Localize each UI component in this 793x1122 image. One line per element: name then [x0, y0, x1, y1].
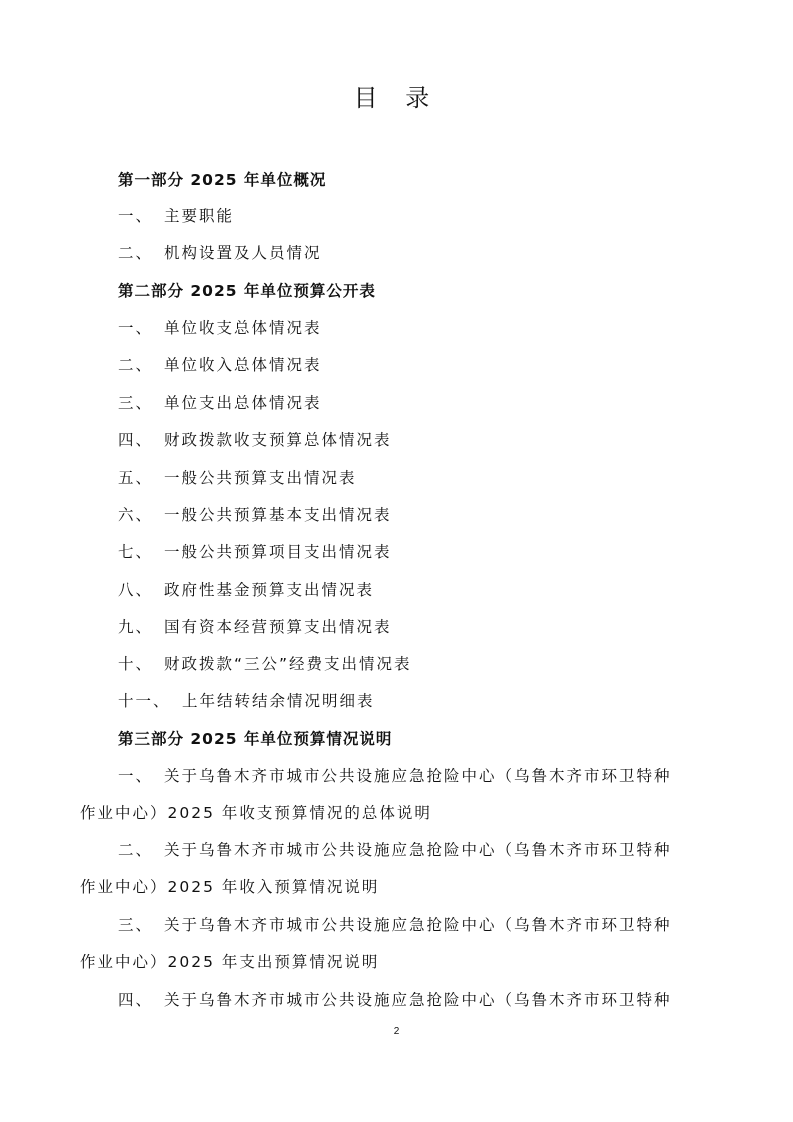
part3-heading: 第三部分 2025 年单位预算情况说明 — [118, 730, 393, 748]
toc-item-text: 单位收支总体情况表 — [164, 319, 322, 337]
toc-item-part2-7[interactable] — [118, 540, 392, 564]
toc-item-part2-6[interactable] — [118, 503, 392, 527]
toc-item-part2-9[interactable] — [118, 615, 392, 639]
toc-item-number: 十一、 — [118, 692, 171, 710]
toc-item-part2-5[interactable] — [118, 466, 357, 490]
toc-item-part3-3-continuation[interactable]: 作业中心）2025 年支出预算情况说明 — [80, 953, 380, 971]
page-number: 2 — [393, 1026, 400, 1037]
toc-item-part3-2[interactable] — [118, 838, 672, 862]
toc-item-part3-2-continuation[interactable]: 作业中心）2025 年收入预算情况说明 — [80, 878, 380, 896]
toc-item-part2-4[interactable] — [118, 428, 392, 452]
toc-item-part2-1[interactable] — [118, 316, 322, 340]
toc-item-number: 二、 — [118, 244, 154, 262]
toc-item-part2-3[interactable] — [118, 391, 322, 415]
toc-item-text: 上年结转结余情况明细表 — [182, 692, 375, 710]
toc-item-number: 四、 — [118, 431, 154, 449]
toc-item-number: 三、 — [118, 916, 154, 934]
toc-item-text: 机构设置及人员情况 — [164, 244, 322, 262]
toc-item-part1-2[interactable] — [118, 241, 322, 265]
toc-item-number: 一、 — [118, 207, 154, 225]
toc-item-number: 九、 — [118, 618, 154, 636]
toc-item-number: 一、 — [118, 319, 154, 337]
toc-item-number: 七、 — [118, 543, 154, 561]
toc-item-part3-4[interactable] — [118, 988, 672, 1012]
toc-title: 目 录 — [353, 84, 440, 112]
toc-item-part2-2[interactable] — [118, 353, 322, 377]
toc-item-text: 主要职能 — [164, 207, 235, 225]
toc-item-text: 一般公共预算支出情况表 — [164, 469, 357, 487]
toc-item-part2-10[interactable] — [118, 652, 412, 676]
toc-item-text: 关于乌鲁木齐市城市公共设施应急抢险中心（乌鲁木齐市环卫特种 — [164, 916, 672, 934]
toc-item-number: 十、 — [118, 655, 154, 673]
toc-item-text: 单位收入总体情况表 — [164, 356, 322, 374]
part2-heading: 第二部分 2025 年单位预算公开表 — [118, 282, 376, 300]
toc-item-part2-11[interactable] — [118, 689, 375, 713]
toc-item-number: 二、 — [118, 356, 154, 374]
toc-item-part3-1[interactable] — [118, 764, 672, 788]
toc-item-text: 一般公共预算基本支出情况表 — [164, 506, 392, 524]
toc-item-number: 五、 — [118, 469, 154, 487]
toc-item-text: 财政拨款收支预算总体情况表 — [164, 431, 392, 449]
toc-item-number: 六、 — [118, 506, 154, 524]
toc-item-number: 八、 — [118, 581, 154, 599]
toc-item-text: 关于乌鲁木齐市城市公共设施应急抢险中心（乌鲁木齐市环卫特种 — [164, 767, 672, 785]
toc-item-number: 二、 — [118, 841, 154, 859]
toc-item-number: 三、 — [118, 394, 154, 412]
toc-item-part2-8[interactable] — [118, 578, 374, 602]
toc-item-text: 政府性基金预算支出情况表 — [164, 581, 375, 599]
toc-item-part1-1[interactable] — [118, 204, 234, 228]
toc-item-text: 关于乌鲁木齐市城市公共设施应急抢险中心（乌鲁木齐市环卫特种 — [164, 991, 672, 1009]
toc-item-text: 国有资本经营预算支出情况表 — [164, 618, 392, 636]
toc-item-part3-1-continuation[interactable]: 作业中心）2025 年收支预算情况的总体说明 — [80, 804, 432, 822]
toc-item-text: 单位支出总体情况表 — [164, 394, 322, 412]
toc-item-text: 关于乌鲁木齐市城市公共设施应急抢险中心（乌鲁木齐市环卫特种 — [164, 841, 672, 859]
toc-item-text: 财政拨款“三公”经费支出情况表 — [164, 655, 412, 673]
toc-item-number: 一、 — [118, 767, 154, 785]
toc-item-part3-3[interactable] — [118, 913, 672, 937]
toc-item-number: 四、 — [118, 991, 154, 1009]
toc-item-text: 一般公共预算项目支出情况表 — [164, 543, 392, 561]
part1-heading: 第一部分 2025 年单位概况 — [118, 171, 327, 189]
